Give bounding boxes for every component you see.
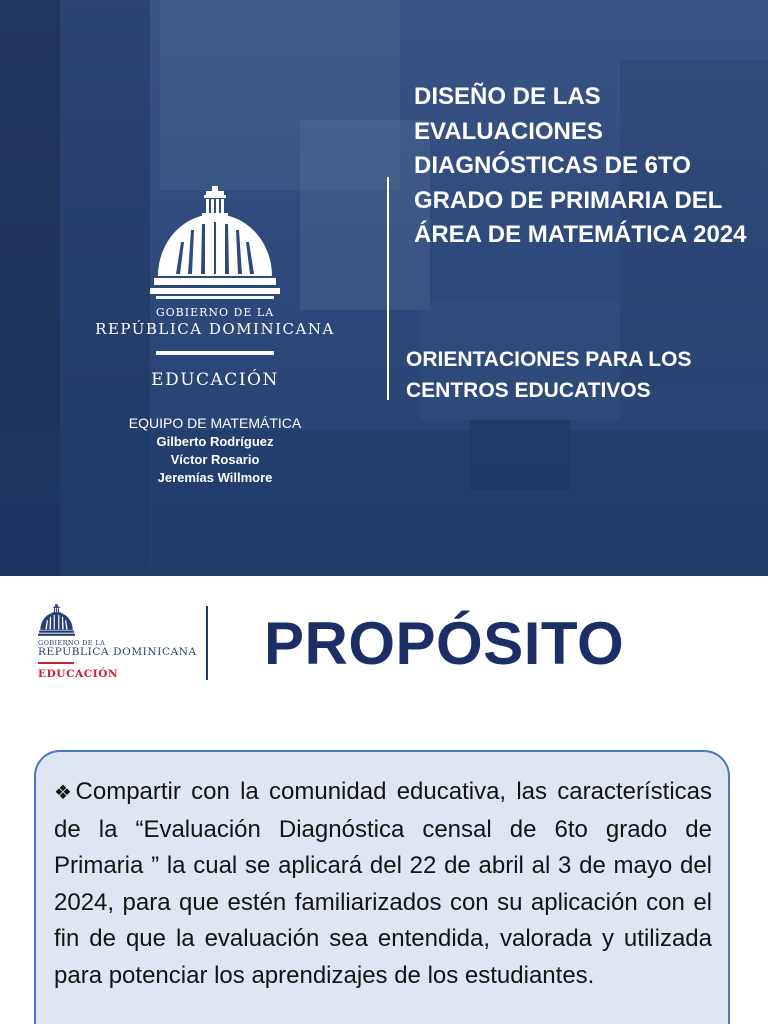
cover-subtitle: ORIENTACIONES PARA LOS CENTROS EDUCATIVOS xyxy=(406,348,692,402)
vertical-divider xyxy=(387,177,389,400)
dome-emblem-icon xyxy=(150,186,280,300)
team-title: EQUIPO DE MATEMÁTICA xyxy=(128,415,302,431)
team-member: Jeremías Willmore xyxy=(157,470,273,485)
vertical-divider xyxy=(206,606,208,680)
dome-emblem-icon xyxy=(38,604,75,637)
purpose-body: Compartir con la comunidad educativa, las características de la “Evaluación Diagnóstica censal de 6to grado de Primaria ” la cual se aplicará del 22 de abril al 3 de mayo del 2024, para que estén familiarizados con su aplicación con el fin de que la evaluación sea entendida, valorada y utilizada para potenciar los aprendizajes de los estudiantes. xyxy=(54,778,712,989)
cover-title: DISEÑO DE LAS EVALUACIONES DIAGNÓSTICAS DE 6TO GRADO DE PRIMARIA DEL ÁREA DE MATEMÁTICA 2024 xyxy=(414,83,747,248)
gov-line2: REPÚBLICA DOMINICANA xyxy=(38,646,197,658)
gov-line1: GOBIERNO DE LA xyxy=(38,639,106,647)
team-member: Víctor Rosario xyxy=(170,452,260,467)
purpose-slide xyxy=(0,576,768,1024)
purpose-heading: PROPÓSITO xyxy=(264,610,625,677)
department-label: EDUCACIÓN xyxy=(38,668,119,680)
purpose-paragraph xyxy=(54,774,712,994)
gov-line1: GOBIERNO DE LA xyxy=(155,306,275,319)
bullet-diamond-icon: ❖ xyxy=(54,782,76,804)
logo-red-bar xyxy=(38,662,74,664)
purpose-text-box xyxy=(34,750,730,1024)
logo-divider-bar xyxy=(156,351,274,355)
gov-line2: REPÚBLICA DOMINICANA xyxy=(95,320,335,338)
department-label: EDUCACIÓN xyxy=(151,370,279,390)
team-member: Gilberto Rodríguez xyxy=(156,434,274,449)
